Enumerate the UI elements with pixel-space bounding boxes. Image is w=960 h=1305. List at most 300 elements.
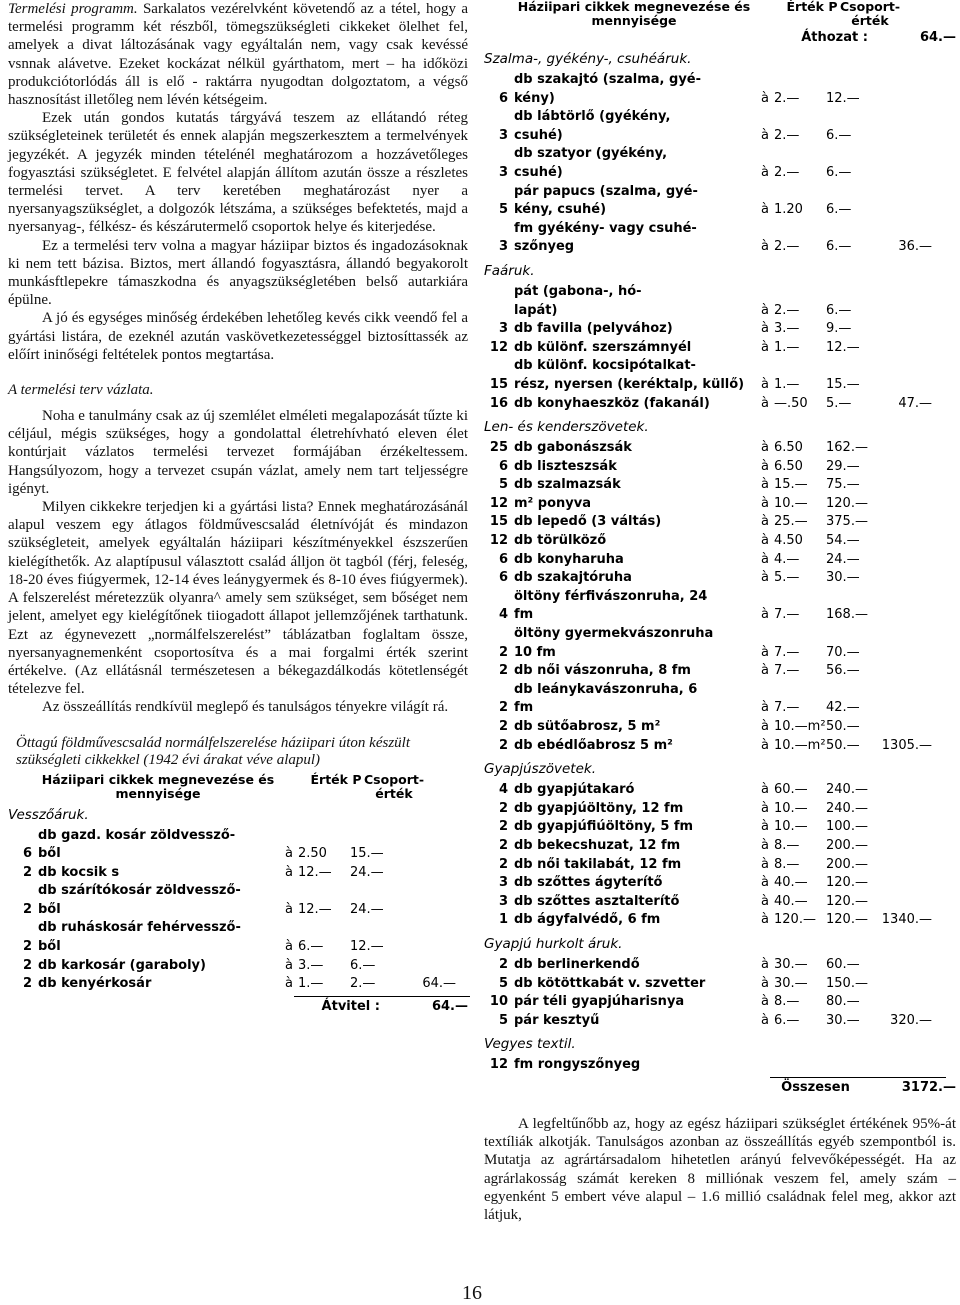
row-description-line2: csuhé) [514, 127, 563, 143]
row-value: 50.— [826, 719, 860, 734]
row-description [514, 220, 756, 257]
row-price: 7.— [774, 607, 800, 623]
table-row [484, 781, 956, 800]
row-at: à [761, 495, 769, 511]
row-value: 120.— [826, 495, 868, 511]
row-value: 56.— [826, 663, 860, 679]
row-description [514, 911, 756, 930]
row-description-line1: db szőttes ágyterítő [514, 875, 663, 891]
grand-total [484, 1080, 956, 1095]
table-rows [484, 1056, 956, 1075]
row-value: 162.— [826, 440, 868, 456]
category-title: Vegyes textil. [484, 1036, 576, 1053]
right-paragraph: A legfeltűnőbb az, hogy az egész háziipari szükséglet értékének 95%-át textíliák alkotják. Tanulságos azonban az összeállítás egyéb szempontból is. Mutatja az agrártársadalom hihetetlen arányú felvevőképességét. Ha az agrárlakosság számát kereken 8 milliónak veszem fel, amely szám – egyenként 5 embert véve alapul – 1.6 millió családnak felel meg, akkor azt látjuk, [484, 1115, 956, 1223]
table-row [484, 975, 956, 994]
row-description-line1: db ágyfalvédő, 6 fm [514, 912, 661, 928]
row-at: à [761, 607, 769, 623]
table-header [484, 0, 956, 28]
table-section [484, 761, 956, 930]
row-description [514, 800, 756, 819]
row-description [514, 532, 756, 551]
row-description-line1: db bekecshuzat, 12 fm [514, 837, 681, 853]
table-row [484, 681, 956, 718]
row-quantity: 2 [498, 719, 508, 734]
row-quantity: 6 [498, 551, 508, 567]
row-price: —.50 [774, 395, 808, 411]
header-price: Érték P [310, 771, 362, 787]
header-group: Csoport-érték [840, 0, 901, 28]
table-row [484, 439, 956, 458]
header-group: Csoport-érték [364, 771, 425, 801]
row-at: à [761, 302, 769, 318]
row-price: 10.— [774, 495, 808, 511]
table-left [8, 773, 468, 1014]
row-at: à [285, 901, 293, 917]
row-at: à [761, 477, 769, 493]
row-description [514, 183, 756, 220]
row-price: 1.— [774, 339, 800, 355]
row-description-line2: lapát) [514, 302, 558, 318]
row-value: 30.— [826, 570, 860, 586]
row-at: à [761, 893, 769, 909]
row-at: à [285, 957, 293, 973]
row-description [514, 395, 756, 414]
row-description [514, 837, 756, 856]
table-row [484, 513, 956, 532]
row-quantity: 2 [22, 901, 32, 917]
row-description-line1: db törülköző [514, 533, 607, 549]
row-description-line2: kény) [514, 90, 555, 106]
row-description-line1: db sütőabrosz, 5 m² [514, 719, 661, 734]
row-at: à [761, 737, 769, 753]
row-description-line2: ből [38, 846, 61, 862]
total-rule [770, 1077, 946, 1078]
row-quantity: 4 [498, 607, 508, 623]
row-description-line1: db kenyérkosár [38, 976, 152, 992]
paragraph [8, 407, 468, 498]
row-description [514, 874, 756, 893]
row-value: 240.— [826, 800, 868, 816]
row-quantity: 2 [498, 956, 508, 972]
row-price: 6.50 [774, 458, 803, 474]
table-row [484, 476, 956, 495]
row-quantity: 3 [498, 875, 508, 891]
paragraph-text: Ez a termelési terv volna a magyar háziipar biztos és ingadozásoknak ki nem tett bázisa. Biztos, mert állandó fogyasztásra, állandó begyakorolt munkásftlepekre támaszkodna és anyagszükségletében belső autarkiára épülne. [8, 237, 468, 309]
row-description-line1: db konyhaeszköz (fakanál) [514, 395, 710, 411]
row-value: 15.— [350, 846, 384, 862]
row-value: 168.— [826, 607, 868, 623]
row-description-line1: db liszteszsák [514, 458, 617, 474]
row-price: 7.— [774, 644, 800, 660]
table-row [484, 458, 956, 477]
table-row [8, 827, 468, 864]
row-description-line2: kény, csuhé) [514, 202, 607, 218]
row-value: 30.— [826, 1012, 860, 1028]
table-section [484, 263, 956, 413]
row-value: 120.— [826, 912, 868, 928]
table-row [8, 957, 468, 976]
row-description [514, 476, 756, 495]
table-row [484, 395, 956, 414]
row-description [38, 919, 280, 956]
row-description [514, 108, 756, 145]
table-rows [484, 956, 956, 1030]
row-description-line1: db szőttes asztalterítő [514, 893, 680, 909]
table-section [484, 419, 956, 755]
row-value: 6.— [826, 164, 852, 180]
row-quantity: 2 [22, 976, 32, 992]
table-row [484, 911, 956, 930]
row-value: 100.— [826, 819, 868, 835]
left-column [8, 0, 468, 1016]
row-group-value: 64.— [422, 976, 456, 992]
table-row [484, 737, 956, 756]
row-price: 6.50 [774, 440, 803, 456]
row-description [514, 513, 756, 532]
row-price: 12.— [298, 901, 332, 917]
left-text-block-2 [8, 407, 468, 716]
row-at: à [761, 164, 769, 180]
row-at: à [285, 976, 293, 992]
table-row [484, 856, 956, 875]
row-value: 5.— [826, 395, 852, 411]
row-quantity: 25 [489, 440, 508, 456]
row-value: 75.— [826, 477, 860, 493]
table-row [484, 993, 956, 1012]
row-price: 1.— [774, 376, 800, 392]
table-row [484, 183, 956, 220]
paragraph [8, 237, 468, 310]
row-price: 1.— [298, 976, 324, 992]
table-row [484, 71, 956, 108]
row-price: 6.— [298, 939, 324, 955]
row-quantity: 2 [498, 856, 508, 872]
row-quantity: 2 [22, 957, 32, 973]
section-heading: A termelési terv vázlata. [8, 382, 154, 399]
row-value: 70.— [826, 644, 860, 660]
row-description [514, 551, 756, 570]
table-row [484, 495, 956, 514]
row-price: 40.— [774, 875, 808, 891]
row-description [38, 957, 280, 976]
table-row [484, 837, 956, 856]
row-description [514, 737, 756, 756]
row-at: à [285, 939, 293, 955]
carry-value: 64.— [431, 998, 468, 1014]
row-quantity: 2 [498, 819, 508, 835]
row-quantity: 16 [489, 395, 508, 411]
paragraph [8, 309, 468, 364]
row-at: à [761, 975, 769, 991]
row-description-line1: db ebédlőabrosz 5 m² [514, 737, 673, 753]
row-price: 8.— [774, 994, 800, 1010]
table-row [8, 919, 468, 956]
table-rows [8, 827, 468, 994]
row-price: 2.50 [298, 846, 327, 862]
table-row [484, 800, 956, 819]
header-price: Érték P [786, 0, 838, 14]
row-description-line1: db gazd. kosár zöldvessző- [38, 827, 236, 843]
row-value: 80.— [826, 994, 860, 1010]
row-quantity: 2 [22, 939, 32, 955]
table-row [484, 283, 956, 320]
row-quantity: 12 [489, 1057, 508, 1073]
row-value: 6.— [826, 202, 852, 218]
row-description-line2: csuhé) [514, 164, 563, 180]
row-price: 7.— [774, 700, 800, 716]
row-price: 12.— [298, 864, 332, 880]
table-row [484, 956, 956, 975]
row-description [514, 283, 756, 320]
row-description-line1: db lepedő (3 váltás) [514, 514, 662, 530]
row-quantity: 15 [489, 376, 508, 392]
row-price: 3.— [298, 957, 324, 973]
table-sections [484, 51, 956, 1075]
row-value: 9.— [826, 321, 852, 337]
row-quantity: 12 [489, 533, 508, 549]
table-rows [484, 781, 956, 930]
row-description-line2: ből [38, 901, 61, 917]
row-quantity: 6 [22, 846, 32, 862]
row-description-line1: db konyharuha [514, 551, 624, 567]
row-price: 2.— [774, 239, 800, 255]
row-description-line1: öltöny gyermekvászonruha [514, 626, 714, 642]
row-at: à [761, 837, 769, 853]
row-price: 7.— [774, 663, 800, 679]
row-description [38, 882, 280, 919]
row-description [514, 458, 756, 477]
header-item: Háziipari cikkek megnevezése és mennyisége [517, 0, 751, 28]
row-at: à [761, 376, 769, 392]
row-description-line1: db gabonászsák [514, 440, 632, 456]
row-description-line1: db lábtörlő (gyékény, [514, 109, 671, 125]
row-description-line2: fm [514, 607, 534, 623]
row-description-line1: db kocsik s [38, 864, 120, 880]
row-description-line1: fm gyékény- vagy csuhé- [514, 220, 697, 236]
row-description [514, 856, 756, 875]
row-at: à [285, 864, 293, 880]
row-at: à [761, 875, 769, 891]
table-row [8, 975, 468, 994]
row-price: 25.— [774, 514, 808, 530]
row-quantity: 3 [498, 239, 508, 255]
row-at: à [761, 533, 769, 549]
table-row [484, 320, 956, 339]
paragraph [8, 698, 468, 716]
table-row [484, 145, 956, 182]
row-price: 6.— [774, 1012, 800, 1028]
row-at: à [761, 514, 769, 530]
row-at: à [761, 551, 769, 567]
row-value: 120.— [826, 893, 868, 909]
row-group-value: 320.— [890, 1012, 932, 1028]
category-title: Gyapjú hurkolt áruk. [484, 935, 623, 952]
row-at: à [761, 912, 769, 928]
table-row [484, 108, 956, 145]
row-description [514, 588, 756, 625]
row-price: 15.— [774, 477, 808, 493]
row-description [514, 339, 756, 358]
row-description [514, 818, 756, 837]
row-quantity: 15 [489, 514, 508, 530]
row-value: 2.— [350, 976, 376, 992]
row-description-line1: db különf. kocsipótalkat- [514, 358, 696, 374]
paragraph-text: A jó és egységes minőség érdekében lehetőleg kevés cikk veendő fel a gyártási listára, de ezeknél azután vaskövetkezetességgel biztosíttassék az előírt ininőségi feltételek pontos megtartása. [8, 310, 468, 363]
row-price: 4.— [774, 551, 800, 567]
table-row [484, 339, 956, 358]
row-description [38, 827, 280, 864]
table-header [8, 773, 468, 801]
table-row [484, 1012, 956, 1031]
row-description [514, 681, 756, 718]
row-quantity: 5 [498, 477, 508, 493]
table-row [484, 220, 956, 257]
total-label: Összesen [781, 1079, 850, 1095]
row-quantity: 5 [498, 1012, 508, 1028]
row-group-value: 47.— [898, 395, 932, 411]
row-description-line1: db szakajtó (szalma, gyé- [514, 72, 702, 87]
total-rule [294, 996, 470, 997]
row-value: 12.— [350, 939, 384, 955]
table-row [484, 874, 956, 893]
row-quantity: 2 [498, 737, 508, 753]
row-value: 200.— [826, 856, 868, 872]
row-description [514, 1012, 756, 1031]
table-rows [484, 439, 956, 755]
paragraph-text: Ezek után gondos kutatás tárgyává teszem az ellátandó réteg szükségleteinek területét és ennek alapján megszerkesztem a termelvények jegyzékét. A jegyzék minden tételénél meghatározom a hozzávetőleges fogyasztási szükségletet. E felvétel alapján állítom azután össze a részletes termelési tervet. A terv keretében meghatározást nyer a nyersanyagszükséglet, a dolgozók létszáma, a szükséges befektetés, majd a nyersanyag-, félkész- és készárutermelő csoportok helye és kiterjedése. [8, 110, 468, 236]
row-quantity: 3 [498, 127, 508, 143]
row-description [514, 718, 756, 737]
row-description-line2: ből [38, 939, 61, 955]
row-quantity: 5 [498, 975, 508, 991]
row-quantity: 10 [489, 994, 508, 1010]
table-row [484, 1056, 956, 1075]
row-description [514, 495, 756, 514]
row-at: à [761, 239, 769, 255]
table-row [484, 357, 956, 394]
row-description-line1: db női vászonruha, 8 fm [514, 663, 691, 679]
row-at: à [761, 956, 769, 972]
row-description-line1: db szalmazsák [514, 477, 621, 493]
row-at: à [761, 570, 769, 586]
table-row [484, 569, 956, 588]
row-quantity: 5 [498, 202, 508, 218]
row-price: 10.—m² [774, 719, 826, 734]
row-description-line1: db szárítókosár zöldvessző- [38, 883, 241, 899]
row-description-line2: rész, nyersen (keréktalp, küllő) [514, 376, 745, 392]
table-row [484, 662, 956, 681]
row-description-line1: fm rongyszőnyeg [514, 1057, 641, 1073]
row-at: à [761, 856, 769, 872]
row-price: 2.— [774, 164, 800, 180]
row-price: 10.— [774, 819, 808, 835]
paragraph-text: Milyen cikkekre terjedjen ki a gyártási lista? Ennek meghatározásánál alapul veszem egy átlagos földművescsalád életnívóját és mindazon szükségleteit, amelyek egyáltalán háziipari készítményekkel észszerűen kielégíthetők. Az alaptípusul választott család álljon öt tagból (férj, feleség, 18-20 éves fiúgyermek, 12-14 éves leánygyermek és 8-10 éves fiúgyermek). A felszerelést méretezzük olyanra^ amely sem szükséget, sem bőséget nem jelent, amelyet egy kielégítőnek tiiogadott állapot jellemzőjének tarthatunk. Ezt az égynevezett „normálfelszerelést” táblázatban foglaltam össze, nyersanyagnemenként csoportosítva és a mai forgalmi érték szerint értékelve. (Az ellátásnál természetesen a békegazdálkodás kötetlenségét tételezve fel. [8, 499, 468, 698]
row-price: 2.— [774, 127, 800, 143]
row-description [514, 71, 756, 108]
category-title: Szalma-, gyékény-, csuhéáruk. [484, 51, 692, 67]
row-at: à [761, 782, 769, 798]
row-quantity: 3 [498, 164, 508, 180]
row-description-line1: pár kesztyű [514, 1012, 600, 1028]
row-value: 150.— [826, 975, 868, 991]
row-at: à [761, 90, 769, 106]
row-price: 4.50 [774, 533, 803, 549]
row-price: 30.— [774, 975, 808, 991]
table-row [8, 882, 468, 919]
carry-label: Áthozat : [801, 30, 868, 45]
table-rows [484, 71, 956, 257]
row-value: 24.— [350, 901, 384, 917]
row-description [514, 993, 756, 1012]
row-quantity: 6 [498, 570, 508, 586]
row-at: à [761, 127, 769, 143]
row-description [514, 781, 756, 800]
row-at: à [761, 700, 769, 716]
table-row [484, 588, 956, 625]
row-value: 12.— [826, 90, 860, 106]
row-description [514, 145, 756, 182]
row-description [514, 439, 756, 458]
row-at: à [761, 644, 769, 660]
row-price: 60.— [774, 782, 808, 798]
row-group-value: 36.— [898, 239, 932, 255]
table-section [484, 1036, 956, 1075]
category-title: Faáruk. [484, 262, 535, 279]
row-description [514, 625, 756, 662]
row-at: à [761, 819, 769, 835]
row-description-line1: db kötöttkabát v. szvetter [514, 975, 706, 991]
row-price: 10.— [774, 800, 808, 816]
paragraph [8, 498, 468, 698]
carry-forward [8, 999, 468, 1014]
row-price: 40.— [774, 893, 808, 909]
row-description-line1: db favilla (pelyvához) [514, 321, 673, 337]
page-number: 16 [462, 1282, 482, 1304]
row-description [514, 320, 756, 339]
row-description-line1: pát (gabona-, hó- [514, 283, 642, 299]
row-quantity: 2 [498, 837, 508, 853]
row-quantity: 3 [498, 321, 508, 337]
row-value: 50.— [826, 737, 860, 753]
row-description-line1: pár téli gyapjúharisnya [514, 994, 685, 1010]
paragraph-lead: Termelési programm. [8, 1, 138, 17]
row-price: 5.— [774, 570, 800, 586]
row-quantity: 2 [498, 700, 508, 716]
row-price: 120.— [774, 912, 816, 928]
row-quantity: 6 [498, 90, 508, 106]
table-row [484, 893, 956, 912]
row-at: à [761, 994, 769, 1010]
row-description-line1: db szatyor (gyékény, [514, 146, 668, 162]
carry-value: 64.— [919, 30, 956, 45]
row-at: à [761, 339, 769, 355]
table-row [484, 625, 956, 662]
row-value: 24.— [826, 551, 860, 567]
row-description [514, 956, 756, 975]
row-description [38, 864, 280, 883]
row-quantity: 12 [489, 339, 508, 355]
category-title: Gyapjúszövetek. [484, 761, 596, 778]
row-at: à [761, 202, 769, 218]
row-description-line1: öltöny férfivászonruha, 24 [514, 588, 708, 604]
row-description-line1: db gyapjúöltöny, 12 fm [514, 800, 684, 816]
left-text-block [8, 0, 468, 364]
row-quantity: 12 [489, 495, 508, 511]
row-at: à [761, 800, 769, 816]
row-description [514, 893, 756, 912]
row-description-line1: db gyapjútakaró [514, 782, 635, 798]
paragraph [8, 0, 468, 109]
